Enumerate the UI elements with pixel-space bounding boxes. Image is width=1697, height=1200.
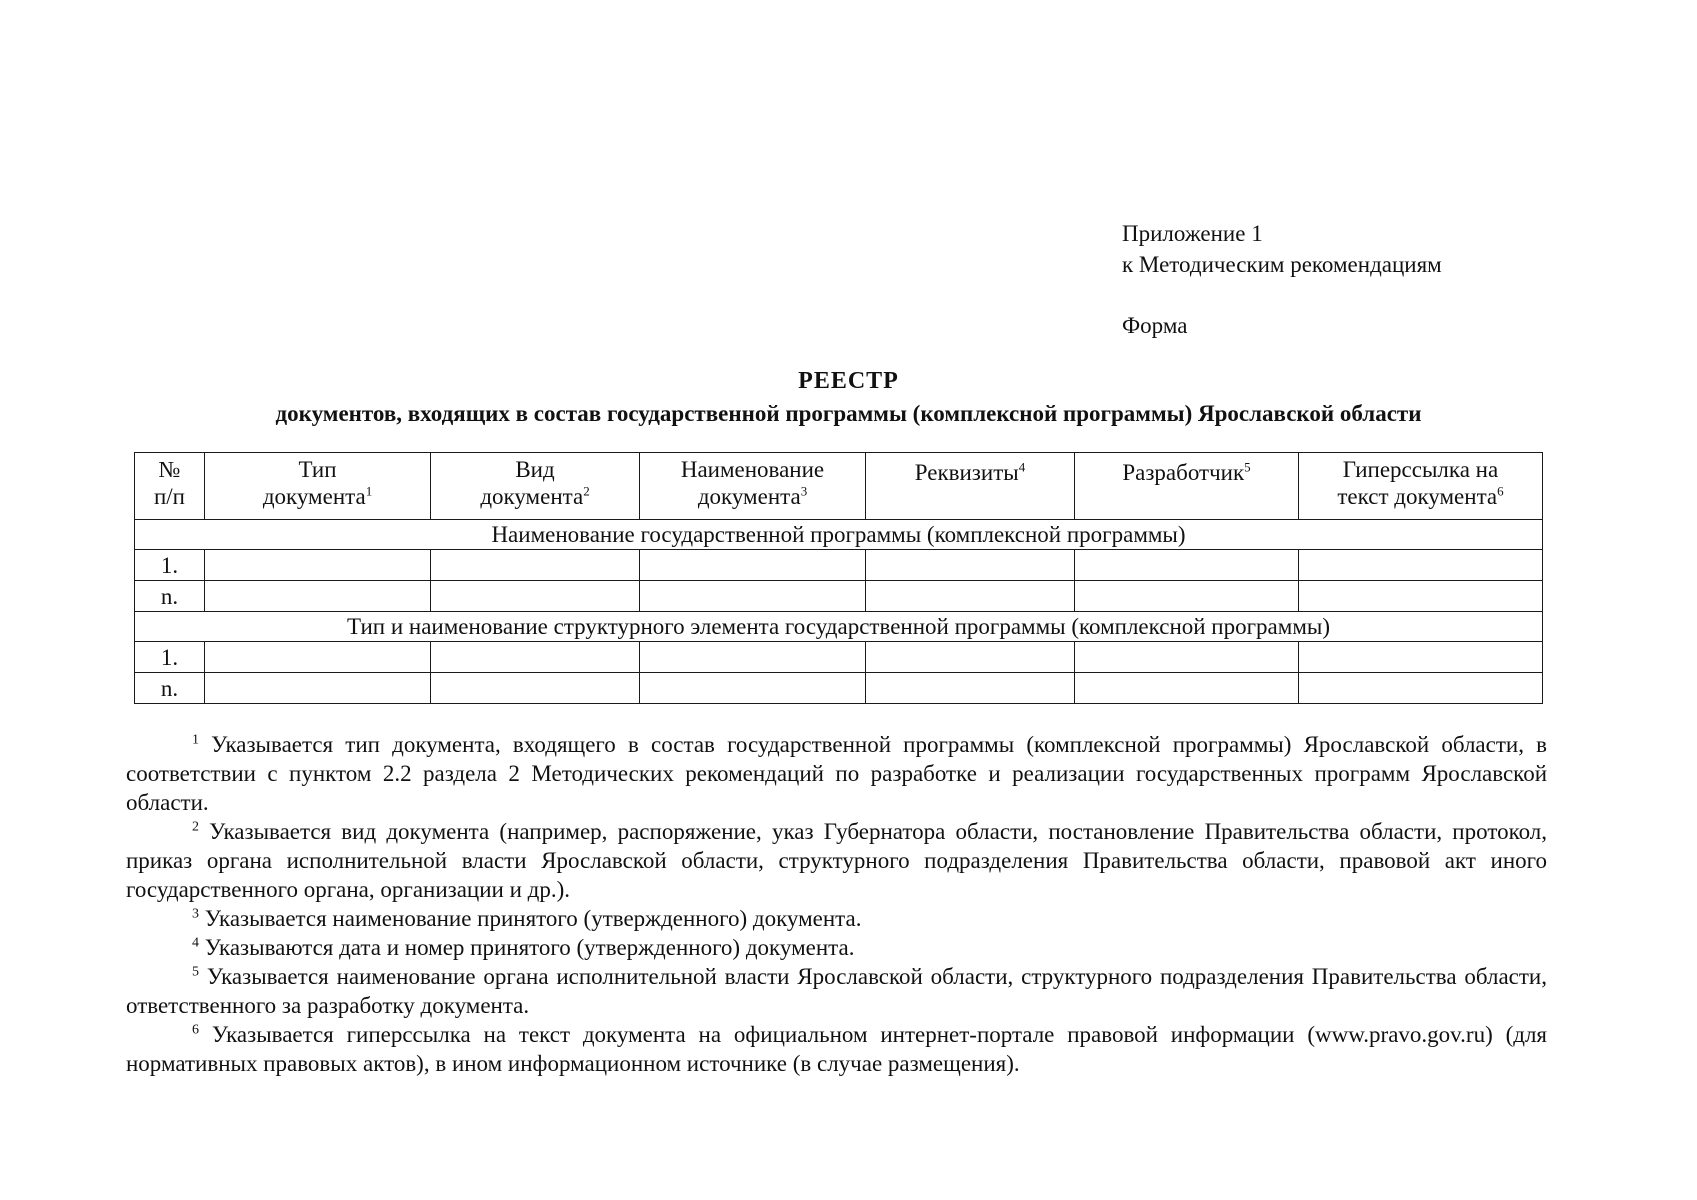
header-cell-doc-kind [431,453,640,520]
section-row [135,612,1543,642]
row-number: n. [135,673,205,704]
footnote-ref: 5 [1244,459,1251,475]
footnote [126,1020,1547,1078]
footnote-ref: 1 [365,483,373,499]
header-cell-number [135,453,205,520]
footnote-number: 2 [192,819,199,835]
header-cell-requisites [866,453,1075,520]
footnote [126,904,1547,933]
empty-cell [431,642,640,673]
header-line-1: Тип [298,457,337,482]
empty-cell [866,550,1075,581]
empty-cell [1299,550,1543,581]
footnote-number: 1 [192,732,199,748]
footnote-ref: 2 [583,483,590,499]
registry-table [134,452,1543,704]
header-cell-developer [1075,453,1299,520]
empty-cell [1299,673,1543,704]
appendix-line-1: Приложение 1 [1122,221,1263,246]
footnote [126,817,1547,904]
header-line-2: п/п [153,484,185,509]
footnote-text: Указывается гиперссылка на текст документа на официальном интернет-портале правовой информации (www.pravo.gov.ru) (для нормативных правовых актов), в ином информационном источнике (в случае размещения). [126,1022,1547,1076]
header-cell-doc-name [640,453,866,520]
footnote-text: Указывается тип документа, входящего в состав государственной программы (комплексной программы) Ярославской области, в соответствии с пунктом 2.2 раздела 2 Методических рекомендаций по разработке и реализации государственных программ Ярославской области. [126,732,1547,815]
empty-cell [1075,550,1299,581]
empty-cell [1299,642,1543,673]
empty-cell [1299,581,1543,612]
empty-cell [640,581,866,612]
header-line-1: № [158,457,181,482]
footnote-ref: 6 [1497,483,1504,499]
header-line-1: Разработчик [1122,460,1245,485]
section-title: Наименование государственной программы (комплексной программы) [135,520,1543,550]
footnote-text: Указывается вид документа (например, распоряжение, указ Губернатора области, постановление Правительства области, протокол, приказ органа исполнительной власти Ярославской области, структурного подразделения Правительства области, правовой акт иного государственного органа, организации и др.). [126,819,1547,902]
empty-cell [866,673,1075,704]
header-line-2: документа [697,484,801,509]
empty-cell [1075,673,1299,704]
footnote-ref: 4 [1018,459,1026,475]
footnote-text: Указывается наименование принятого (утвержденного) документа. [199,906,862,931]
empty-cell [205,581,431,612]
empty-cell [640,642,866,673]
empty-cell [866,642,1075,673]
section-title: Тип и наименование структурного элемента государственной программы (комплексной программы) [135,612,1543,642]
header-cell-doc-type [205,453,431,520]
table-header-row [135,453,1543,520]
footnote-text: Указывается наименование органа исполнительной власти Ярославской области, структурного подразделения Правительства области, ответственного за разработку документа. [126,964,1547,1018]
section-row [135,520,1543,550]
appendix-block [1122,218,1442,341]
header-line-1: Вид [515,457,555,482]
footnote [126,962,1547,1020]
empty-cell [205,642,431,673]
header-line-1: Наименование [680,457,825,482]
footnote-number: 6 [192,1022,199,1038]
empty-cell [431,550,640,581]
header-line-2: документа [480,484,584,509]
footnote-number: 5 [192,964,199,980]
empty-cell [431,673,640,704]
footnote [126,933,1547,962]
header-line-1: Реквизиты [914,460,1019,485]
header-line-2: документа [262,484,366,509]
row-number: 1. [135,642,205,673]
empty-cell [205,550,431,581]
table-row [135,550,1543,581]
footnote-number: 4 [192,935,199,951]
header-line-1: Гиперссылка на [1342,457,1499,482]
footnote-number: 3 [192,906,199,922]
footnote-ref: 3 [800,483,808,499]
form-label: Форма [1122,313,1188,338]
empty-cell [640,550,866,581]
footnote [126,730,1547,817]
table-row [135,642,1543,673]
header-cell-hyperlink [1299,453,1543,520]
document-subtitle: документов, входящих в состав государственной программы (комплексной программы) Ярославской области [275,401,1422,426]
appendix-line-2: к Методическим рекомендациям [1122,252,1442,277]
empty-cell [1075,642,1299,673]
footnote-text: Указываются дата и номер принятого (утвержденного) документа. [199,935,855,960]
empty-cell [205,673,431,704]
empty-cell [640,673,866,704]
empty-cell [1075,581,1299,612]
empty-cell [431,581,640,612]
table-row [135,581,1543,612]
empty-cell [866,581,1075,612]
row-number: 1. [135,550,205,581]
footnotes [126,730,1547,1078]
document-title: РЕЕСТР [798,368,899,394]
row-number: n. [135,581,205,612]
table-row [135,673,1543,704]
header-line-2: текст документа [1337,484,1498,509]
